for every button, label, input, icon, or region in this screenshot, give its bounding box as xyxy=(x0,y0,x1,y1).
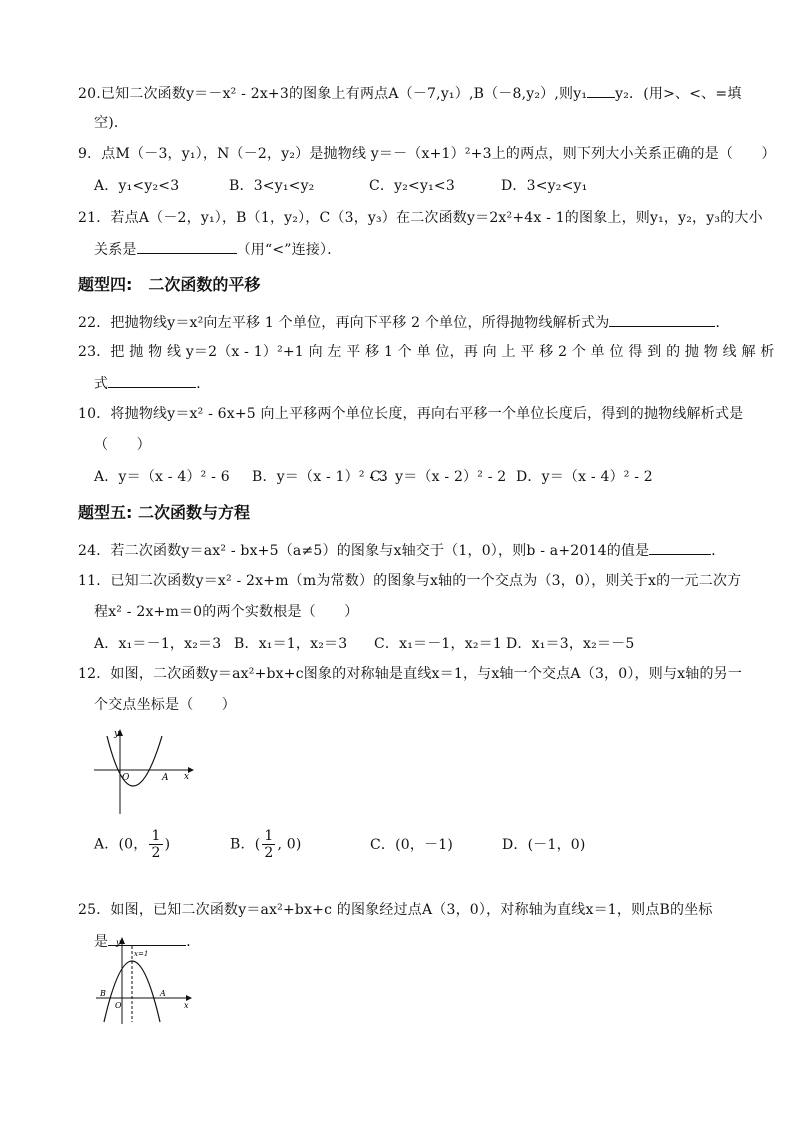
q23-line2 xyxy=(94,373,210,394)
q21-line2 xyxy=(94,239,341,260)
q10-options xyxy=(94,467,653,487)
q25-label-axis: x=1 xyxy=(134,950,149,958)
q12-option-b-pre: B．( xyxy=(230,836,261,853)
q12-option-b-num: 1 xyxy=(264,828,274,844)
q25-label-x: x xyxy=(184,1001,189,1010)
q20-text: 20.已知二次函数y＝－x² - 2x+3的图象上有两点A（－7,y₁）,B（－8,y₂）,则y₁ xyxy=(78,86,588,102)
q10-option-a[interactable]: A．y＝（x - 4）² - 6 xyxy=(94,469,230,485)
q12-line2: 个交点坐标是（ ） xyxy=(94,697,236,713)
q10-option-d[interactable]: D．y＝（x - 4）² - 2 xyxy=(516,469,653,485)
q9-options xyxy=(94,176,587,196)
q12-option-a[interactable] xyxy=(94,828,230,861)
q11-option-b[interactable]: B．x₁＝1，x₂＝3 xyxy=(234,636,348,652)
q23-answer-blank[interactable] xyxy=(108,373,196,388)
q24-answer-blank[interactable] xyxy=(649,540,711,555)
q20-line2: 空)． xyxy=(94,115,129,131)
q10-line2: （ ） xyxy=(94,437,151,453)
q12-option-a-fraction xyxy=(149,828,162,861)
q12-option-a-pre: A．(0， xyxy=(94,836,148,853)
q22-answer-blank[interactable] xyxy=(609,312,715,327)
q21-answer-blank[interactable] xyxy=(137,239,237,254)
q9-stem: 9．点M（－3，y₁），N（－2，y₂）是抛物线 y＝－（x+1）²+3上的两点，则下列大小关系正确的是（ ） xyxy=(78,146,776,162)
q22-text: 22．把抛物线y＝x²向左平移 1 个单位，再向下平移 2 个单位，所得抛物线解析式为 xyxy=(78,315,610,331)
q24-text: 24．若二次函数y＝ax² - bx+5（a≠5）的图象与x轴交于（1，0），则b - a+2014的值是 xyxy=(78,543,650,559)
q10-option-b[interactable]: B．y＝（x - 1）² - 3 xyxy=(252,469,388,485)
q12-options xyxy=(94,828,586,861)
q9-option-d[interactable]: D．3<y₂<y₁ xyxy=(501,178,588,194)
q11-option-d[interactable]: D．x₁＝3，x₂＝－5 xyxy=(506,636,635,652)
q24-text-end: ． xyxy=(711,543,726,559)
q12-option-a-post: ) xyxy=(164,836,171,853)
q10-option-c[interactable]: C．y＝（x - 2）² - 2 xyxy=(370,469,507,485)
q9-option-c[interactable]: C．y₂<y₁<3 xyxy=(369,178,455,194)
q25-line1: 25．如图，已知二次函数y＝ax²+bx+c 的图象经过点A（3，0），对称轴为直线x＝1，则点B的坐标 xyxy=(78,902,713,918)
q23-text-a: 式 xyxy=(94,376,109,392)
q12-option-c[interactable]: C．(0，－1) xyxy=(370,836,454,853)
q11-option-c[interactable]: C．x₁＝－1，x₂＝1 xyxy=(374,636,502,652)
q12-label-o: O xyxy=(122,773,130,783)
q23-line1: 23．把 抛 物 线 y＝2（x - 1）²+1 向 左 平 移 1 个 单 位，再 向 上 平 移 2 个 单 位 得 到 的 抛 物 线 解 析 xyxy=(78,344,775,360)
q11-option-a[interactable]: A．x₁＝－1，x₂＝3 xyxy=(94,636,222,652)
q12-option-b-den: 2 xyxy=(264,845,274,861)
q12-line1: 12．如图，二次函数y＝ax²+bx+c图象的对称轴是直线x＝1，与x轴一个交点A（3，0），则与x轴的另一 xyxy=(78,666,743,682)
q25-label-y: y xyxy=(116,938,121,947)
q9-option-a[interactable]: A．y₁<y₂<3 xyxy=(94,178,180,194)
q11-line1: 11．已知二次函数y＝x² - 2x+m（m为常数）的图象与x轴的一个交点为（3，0），则关于x的一元二次方 xyxy=(78,573,742,589)
q22-text-end: ． xyxy=(715,315,730,331)
q12-option-a-den: 2 xyxy=(151,845,161,861)
q9-option-b[interactable]: B．3<y₁<y₂ xyxy=(229,178,315,194)
q24-line xyxy=(78,540,726,561)
q25-label-a: A xyxy=(160,989,166,998)
q12-option-b[interactable] xyxy=(230,828,370,861)
q11-options xyxy=(94,634,634,654)
q23-text-b: ． xyxy=(196,376,211,392)
q20-answer-blank[interactable] xyxy=(587,83,615,98)
q12-label-a: A xyxy=(162,773,169,783)
q12-figure xyxy=(92,726,202,818)
q20-line1 xyxy=(78,83,742,104)
q20-text-end: y₂．(用>、<、=填 xyxy=(615,86,742,102)
section-5-title: 题型五: 二次函数与方程 xyxy=(78,503,250,522)
q25-label-o: O xyxy=(115,1001,122,1010)
q12-parabola xyxy=(107,736,162,786)
q25-figure xyxy=(92,936,202,1028)
q21-text-a: 关系是 xyxy=(94,242,137,258)
q12-option-b-post: , 0) xyxy=(277,836,302,853)
q12-label-x: x xyxy=(184,772,190,782)
q25-text-b: ． xyxy=(186,934,201,950)
q21-text-b: （用“<”连接）． xyxy=(236,242,342,258)
q25-text-a: 是 xyxy=(94,934,109,950)
q12-option-b-fraction xyxy=(262,828,275,861)
q25-label-b: B xyxy=(100,989,106,998)
q12-label-y: y xyxy=(114,729,120,739)
q21-line1: 21．若点A（－2，y₁），B（1，y₂），C（3，y₃）在二次函数y＝2x²+4x - 1的图象上，则y₁，y₂，y₃的大小 xyxy=(78,210,763,226)
q10-line1: 10．将抛物线y＝x² - 6x+5 向上平移两个单位长度，再向右平移一个单位长度后，得到的抛物线解析式是 xyxy=(78,406,744,422)
q12-option-d[interactable]: D．(－1，0) xyxy=(502,836,586,853)
q12-option-a-num: 1 xyxy=(151,828,161,844)
q22-line xyxy=(78,312,730,333)
q11-line2: 程x² - 2x+m＝0的两个实数根是（ ） xyxy=(94,604,359,620)
section-4-title: 题型四: 二次函数的平移 xyxy=(78,275,261,294)
